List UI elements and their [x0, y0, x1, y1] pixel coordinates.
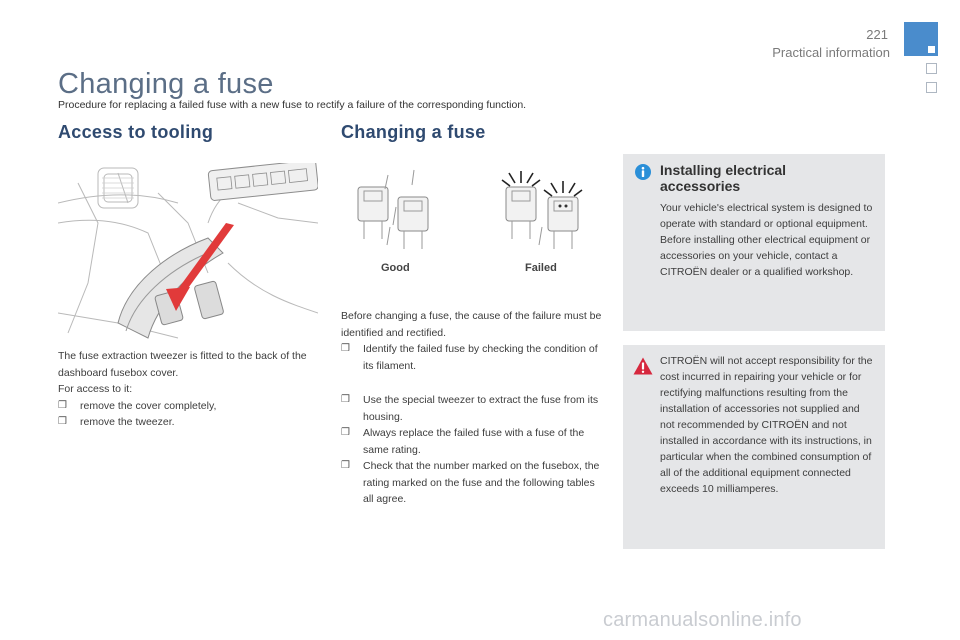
info-box: [623, 154, 885, 331]
access-para2: For access to it:: [58, 383, 133, 395]
warning-text: CITROËN will not accept responsibility for the cost incurred in repairing your vehicle or for rectifying malfunctions resulting from the installation of accessories not supplied and not recommended by CITROËN and not installed in accordance with its instructions, in particular when the combined consumption of all of the additional equipment connected exceeds 10 milliamperes.: [660, 355, 873, 495]
info-text: [660, 200, 875, 280]
checkbox-bullet-icon: ❒: [58, 416, 67, 427]
chapter-tab[interactable]: [904, 22, 938, 56]
good-fuse-label: Good: [381, 262, 410, 274]
list-item: ❒ remove the tweezer.: [58, 414, 323, 431]
info-para1: Your vehicle's electrical system is designed to operate with standard or optional equipment.: [660, 202, 873, 230]
access-text: [58, 348, 323, 431]
page-title: Changing a fuse: [58, 68, 274, 100]
section-name: Practical information: [772, 45, 890, 60]
checkbox-bullet-icon: ❒: [341, 427, 350, 438]
list-item: ❒ Use the special tweezer to extract the fuse from its housing.: [341, 392, 604, 425]
checkbox-bullet-icon: ❒: [341, 460, 350, 471]
checkbox-bullet-icon: ❒: [341, 394, 350, 405]
dashboard-tweezer-illustration: [58, 163, 318, 340]
page-number: 221: [866, 27, 888, 42]
list-item: ❒ remove the cover completely,: [58, 398, 323, 415]
info-para2: Before installing other electrical equipment or accessories on your vehicle, contact a CITROËN dealer or a qualified workshop.: [660, 234, 871, 278]
list-item: ❒ Identify the failed fuse by checking the condition of its filament.: [341, 341, 604, 374]
checkbox-bullet-icon: ❒: [58, 399, 67, 411]
access-para1: The fuse extraction tweezer is fitted to the back of the dashboard fusebox cover.: [58, 350, 307, 379]
checkbox-bullet-icon: ❒: [341, 343, 350, 354]
changing-intro-para: Before changing a fuse, the cause of the failure must be identified and rectified.: [341, 310, 602, 339]
changing-intro: [341, 308, 604, 374]
page-subtitle: Procedure for replacing a failed fuse with a new fuse to rectify a failure of the corresponding function.: [58, 99, 527, 111]
access-heading: Access to tooling: [58, 122, 214, 142]
chapter-tab-2[interactable]: [926, 63, 937, 74]
watermark: carmanualsonline.info: [603, 609, 802, 631]
failed-fuse-label: Failed: [525, 262, 557, 274]
info-icon: [635, 164, 651, 180]
warning-icon: [633, 357, 653, 375]
chapter-tab-3[interactable]: [926, 82, 937, 93]
info-title: Installing electrical accessories: [660, 162, 787, 194]
good-fuse-illustration: [350, 165, 445, 255]
list-item: ❒ Check that the number marked on the fusebox, the rating marked on the fuse and the following tables all agree.: [341, 458, 604, 508]
changing-steps: [341, 392, 604, 508]
list-item: ❒ Always replace the failed fuse with a fuse of the same rating.: [341, 425, 604, 458]
changing-heading: Changing a fuse: [341, 122, 486, 142]
failed-fuse-illustration: [498, 165, 593, 255]
warning-box: [623, 345, 885, 549]
